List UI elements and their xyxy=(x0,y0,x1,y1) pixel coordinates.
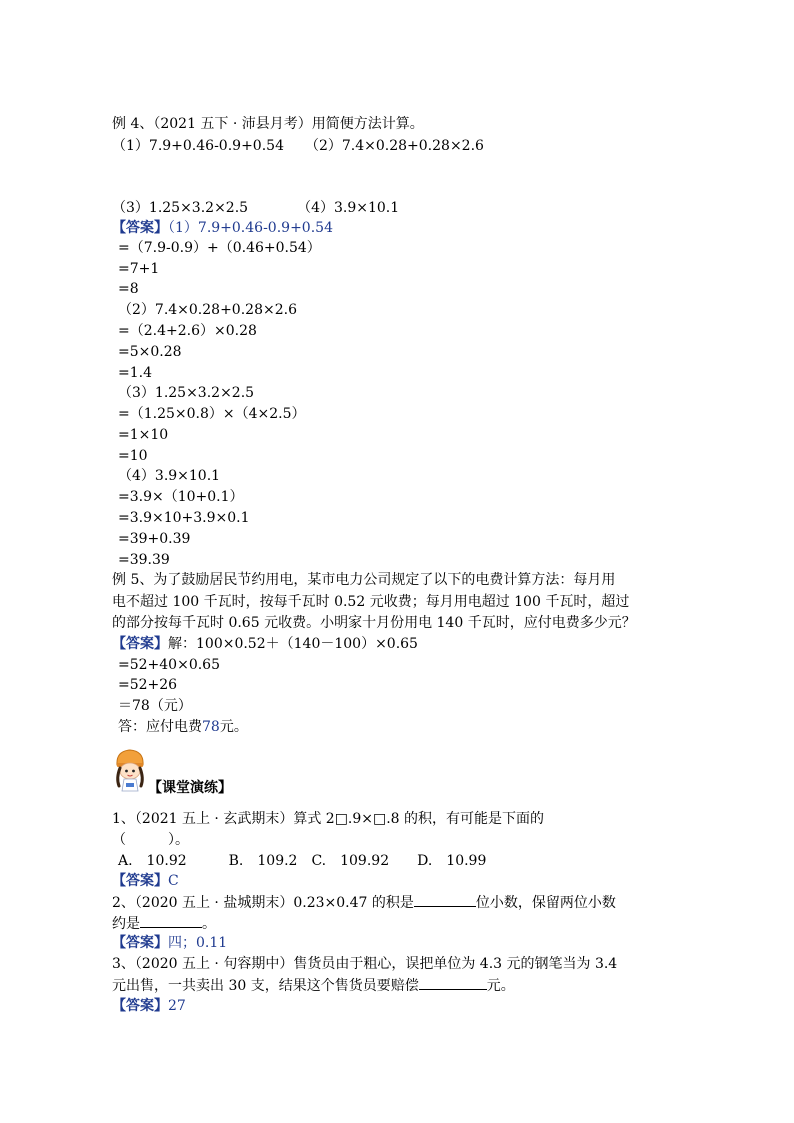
ex4-step-5: =（2.4+2.6）×0.28 xyxy=(118,323,257,339)
ex4-step-10: =1×10 xyxy=(118,427,169,443)
answer-tag: 【答案】 xyxy=(112,935,168,951)
answer-blank xyxy=(419,975,487,990)
practice-q3-answer xyxy=(112,996,186,1016)
ex5-line-3: 的部分按每千瓦时 0.65 元收费。小明家十月份用电 140 千瓦时，应付电费多少元？ xyxy=(112,615,636,631)
ex4-step-4: （2）7.4×0.28+0.28×2.6 xyxy=(118,302,297,318)
q2-text-a: 2、（2020 五上 · 盐城期末）0.23×0.47 的积是 xyxy=(112,895,414,911)
ex4-step-16: =39.39 xyxy=(118,552,170,568)
ex5-line-2: 电不超过 100 千瓦时，按每千瓦时 0.52 元收费；每月用电超过 100 千瓦时，超过 xyxy=(112,594,630,610)
ex4-step-7: =1.4 xyxy=(118,365,152,381)
answer-value: C xyxy=(168,873,179,889)
practice-q2-line-1 xyxy=(112,892,616,912)
ex5-conclusion xyxy=(118,717,248,737)
ex4-title: 例 4、（2021 五下 · 沛县月考）用简便方法计算。 xyxy=(112,116,424,132)
conclusion-prefix: 答：应付电费 xyxy=(118,719,202,735)
practice-title: 【课堂演练】 xyxy=(148,780,232,796)
ex5-step-2: ＝78（元） xyxy=(118,698,192,714)
q2-text-d: 。 xyxy=(202,916,216,932)
answer-tag: 【答案】 xyxy=(112,873,168,889)
conclusion-suffix: 元。 xyxy=(219,719,248,735)
conclusion-value: 78 xyxy=(202,719,220,735)
practice-q3-line-1: 3、（2020 五上 · 句容期中）售货员由于粗心，误把单位为 4.3 元的钢笔当为 3.4 xyxy=(112,956,618,972)
practice-q2-answer xyxy=(112,933,227,953)
ex5-step-0: =52+40×0.65 xyxy=(118,657,220,673)
q2-text-c: 约是 xyxy=(112,916,140,932)
ex4-step-15: =39+0.39 xyxy=(118,531,191,547)
q3-text-a: 元出售，一共卖出 30 支，结果这个售货员要赔偿 xyxy=(112,978,419,994)
ex4-step-14: =3.9×10+3.9×0.1 xyxy=(118,510,250,526)
answer-blank xyxy=(140,913,202,928)
q3-text-b: 元。 xyxy=(486,978,515,994)
answer-value: 27 xyxy=(168,998,186,1014)
ex4-step-11: =10 xyxy=(118,448,148,464)
ex4-step-3: =8 xyxy=(118,281,139,297)
practice-q1-line-2: （ ）。 xyxy=(112,832,189,848)
ex4-step-9: =（1.25×0.8）×（4×2.5） xyxy=(118,406,306,422)
ex4-questions-3-4: （3）1.25×3.2×2.5 （4）3.9×10.1 xyxy=(112,200,400,216)
ex4-step-12: （4）3.9×10.1 xyxy=(118,468,221,484)
ex4-questions-1-2: （1）7.9+0.46-0.9+0.54 （2）7.4×0.28+0.28×2.6 xyxy=(112,138,484,154)
ex4-answer-line xyxy=(112,218,333,238)
practice-q2-line-2 xyxy=(112,913,216,933)
practice-q3-line-2 xyxy=(112,975,515,995)
ex4-step-8: （3）1.25×3.2×2.5 xyxy=(118,385,255,401)
answer-value: 四；0.11 xyxy=(168,935,228,951)
practice-q1-answer xyxy=(112,871,179,891)
practice-q1-options: A. 10.92 B. 109.2 C. 109.92 D. 10.99 xyxy=(118,853,487,869)
ex4-step-13: =3.9×（10+0.1） xyxy=(118,489,244,505)
q2-text-b: 位小数，保留两位小数 xyxy=(475,895,616,911)
solution-prefix: 解： xyxy=(168,636,196,652)
ex5-step-1: =52+26 xyxy=(118,677,178,693)
solution-expression: 100×0.52＋（140－100）×0.65 xyxy=(196,636,418,652)
answer-blank xyxy=(414,892,476,907)
answer-tag: 【答案】 xyxy=(112,220,168,236)
practice-q1-line-1: 1、（2021 五上 · 玄武期末）算式 2□.9×□.8 的积，有可能是下面的 xyxy=(112,811,545,827)
answer-tag: 【答案】 xyxy=(112,636,168,652)
answer-tag: 【答案】 xyxy=(112,998,168,1014)
ex4-step-0: （1）7.9+0.46-0.9+0.54 xyxy=(168,220,333,236)
ex5-line-1: 例 5、为了鼓励居民节约用电，某市电力公司规定了以下的电费计算方法：每月用 xyxy=(112,572,616,588)
girl-mascot-icon xyxy=(112,748,148,792)
ex4-step-1: =（7.9-0.9）+（0.46+0.54） xyxy=(118,240,321,256)
ex4-step-6: =5×0.28 xyxy=(118,344,182,360)
ex5-answer-line xyxy=(112,634,418,654)
ex4-step-2: =7+1 xyxy=(118,261,160,277)
